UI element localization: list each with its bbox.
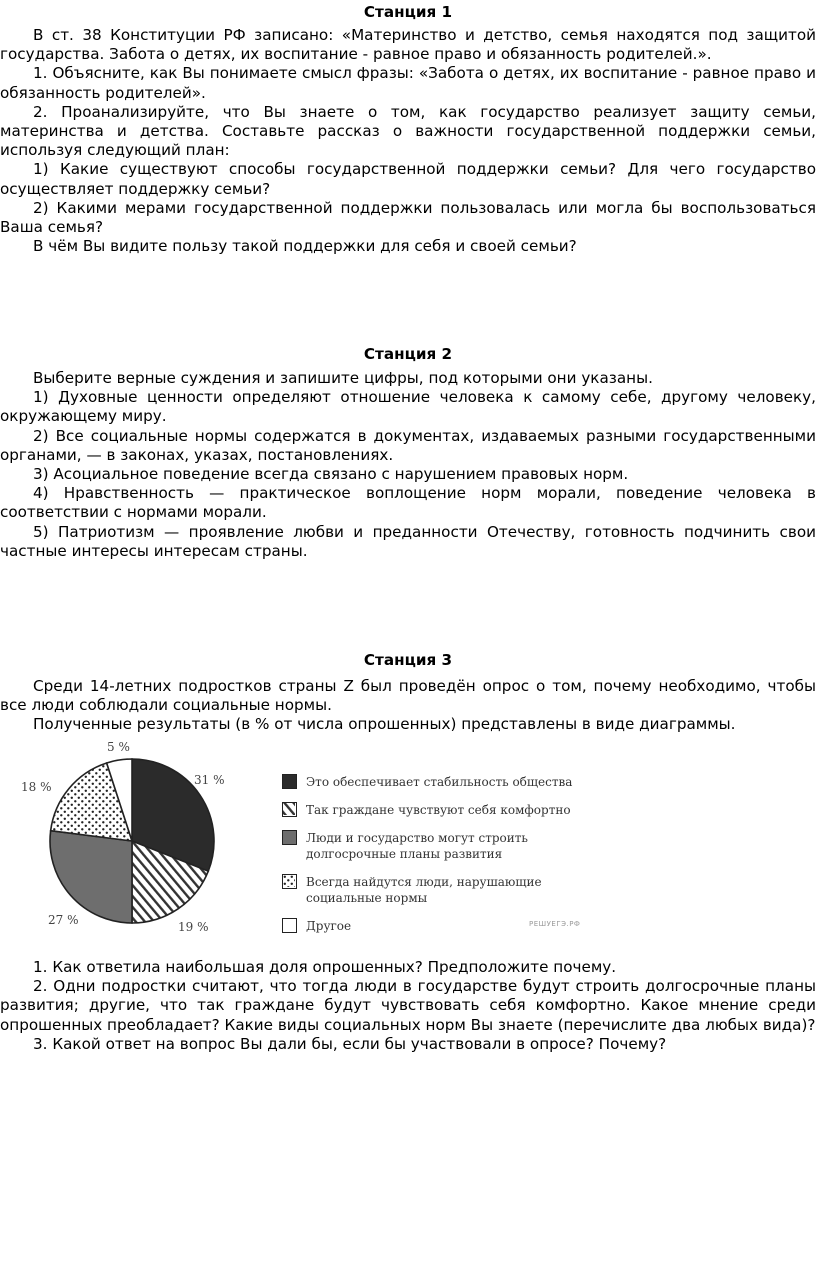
judgement-item: 1) Духовные ценности определяют отношение человека к самому себе, другому человеку, окружающему миру.	[0, 388, 816, 426]
watermark: РЕШУЕГЭ.РФ	[529, 920, 581, 928]
pie-value-label: 5 %	[107, 740, 130, 754]
legend-swatch-stripes	[282, 802, 297, 817]
station-3-title: Станция 3	[363, 651, 453, 669]
station-1-closing: В чём Вы видите пользу такой поддержки для себя и своей семьи?	[33, 237, 577, 256]
legend-label: Это обеспечивает стабильность общества	[306, 775, 573, 789]
pie-slice-long-term-plans	[50, 831, 132, 923]
station-2-body	[0, 369, 816, 561]
legend-label-line-2: социальные нормы	[306, 891, 428, 905]
station-1-question-2: 2. Проанализируйте, что Вы знаете о том, как государство реализует защиту семьи, материнства и детства. Составьте рассказ о важности государственной поддержки семьи, используя следующий план:	[0, 102, 816, 160]
station-1-plan-2: 2) Какими мерами государственной поддержки пользовалась или могла бы воспользоваться Ваша семья?	[0, 198, 816, 237]
station-3-question: 2. Одни подростки считают, что тогда люди в государстве будут строить долгосрочные планы развития; другие, что так граждане будут чувствовать себя комфортно. Какое мнение среди опрошенных преобладает? Какие виды социальных норм Вы знаете (перечислите два любых вида)?	[0, 977, 816, 1034]
legend-label: Так граждане чувствуют себя комфортно	[306, 803, 571, 817]
judgement-item: 5) Патриотизм — проявление любви и преданности Отечеству, готовность подчинить свои частные интересы интересам страны.	[0, 522, 816, 560]
judgement-item: 2) Все социальные нормы содержатся в документах, издаваемых разными государственными органами, — в законах, указах, постановлениях.	[0, 426, 816, 464]
station-1-plan-1: 1) Какие существуют способы государственной поддержки семьи? Для чего государство осуществляет поддержку семьи?	[0, 160, 816, 198]
station-3-intro-block	[0, 677, 816, 735]
station-2-intro: Выберите верные суждения и запишите цифры, под которыми они указаны.	[33, 369, 653, 387]
legend-label-line-2: долгосрочные планы развития	[306, 847, 503, 861]
legend-swatch-white	[282, 918, 297, 933]
station-3-intro: Среди 14-летних подростков страны Z был проведён опрос о том, почему необходимо, чтобы все люди соблюдали социальные нормы.	[0, 677, 816, 715]
legend-label: Люди и государство могут строить	[306, 831, 528, 845]
station-3-questions	[0, 958, 816, 1054]
legend-swatch-dark	[282, 774, 297, 789]
pie-value-label: 31 %	[194, 773, 225, 787]
station-1-intro: В ст. 38 Конституции РФ записано: «Материнство и детство, семья находятся под защитой государства. Забота о детях, их воспитание - равное право и обязанность родителей.».	[0, 26, 816, 64]
station-3-question: 1. Как ответила наибольшая доля опрошенных? Предположите почему.	[33, 958, 617, 976]
station-3-intro-2: Полученные результаты (в % от числа опрошенных) представлены в виде диаграммы.	[33, 715, 736, 734]
station-1-question-1: 1. Объясните, как Вы понимаете смысл фразы: «Забота о детях, их воспитание - равное право и обязанность родителей».	[0, 64, 816, 102]
judgement-item: 3) Асоциальное поведение всегда связано с нарушением правовых норм.	[33, 465, 629, 484]
station-1-title: Станция 1	[363, 3, 453, 21]
legend-swatch-dots	[282, 874, 297, 889]
legend-swatch-gray	[282, 830, 297, 845]
legend-label: Всегда найдутся люди, нарушающие	[306, 875, 542, 889]
pie-value-label: 18 %	[21, 780, 52, 794]
station-2-title: Станция 2	[363, 345, 453, 363]
pie-value-label: 19 %	[178, 920, 209, 934]
survey-pie-chart	[0, 740, 600, 940]
judgement-item: 4) Нравственность — практическое воплощение норм морали, поведение человека в соответствии с нормами морали.	[0, 484, 816, 522]
station-3-question: 3. Какой ответ на вопрос Вы дали бы, если бы участвовали в опросе? Почему?	[33, 1034, 667, 1053]
legend-label: Другое	[306, 919, 352, 933]
station-1-body	[0, 26, 816, 256]
pie-value-label: 27 %	[48, 913, 79, 927]
